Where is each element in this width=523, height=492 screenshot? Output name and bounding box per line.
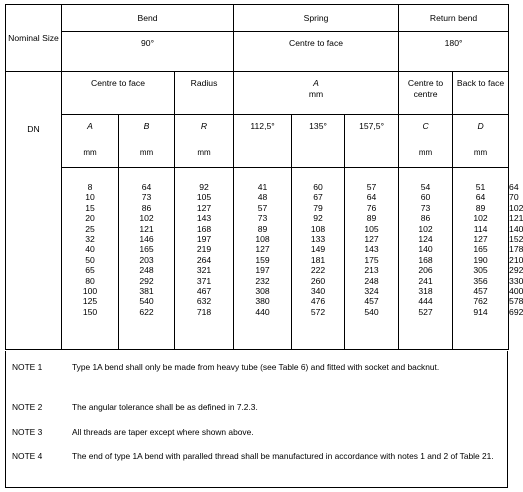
b-cell-2: 127 [196, 202, 212, 213]
note-2-text: The angular tolerance shall be as defined in 7.2.3. [72, 402, 258, 412]
s135-cell-5: 127 [364, 233, 379, 244]
col-b-unit: mm [139, 147, 154, 157]
spring-a-unit: mm [308, 88, 324, 99]
c-cell-2: 89 [475, 202, 486, 213]
col-r-header [175, 115, 234, 168]
b-cell-3: 143 [196, 213, 212, 224]
s135-cell-6: 143 [364, 244, 379, 255]
s135-cell-3: 89 [366, 213, 377, 224]
dn-cell-1: 10 [85, 192, 95, 203]
r-cell-9: 232 [255, 275, 270, 286]
r-cell-4: 89 [257, 223, 268, 234]
dn-header: DN [27, 124, 40, 134]
s1575-cell-1: 60 [420, 192, 431, 203]
r-cell-7: 159 [255, 254, 270, 265]
s1575-cell-2: 73 [420, 202, 431, 213]
r-cell-12: 440 [255, 306, 270, 317]
dn-cell-12: 150 [82, 306, 98, 317]
c-cell-12: 914 [473, 306, 488, 317]
col-r-unit: mm [197, 147, 211, 157]
b-cell-4: 168 [196, 223, 212, 234]
dn-cell-9: 80 [85, 275, 95, 286]
a-cell-1: 73 [141, 192, 152, 203]
r-cell-6: 127 [255, 244, 270, 255]
r-cell-0: 41 [257, 182, 268, 192]
b-cell-0: 92 [199, 182, 209, 192]
angle-135-header: 135° [292, 115, 345, 168]
c-cell-1: 64 [475, 192, 486, 203]
s1575-cell-6: 140 [418, 244, 433, 255]
s1125-cell-1: 67 [313, 192, 323, 203]
a-cell-12: 622 [139, 306, 154, 317]
dn-cell-3: 20 [85, 213, 95, 224]
a-column [119, 168, 175, 350]
dn-cell-2: 15 [85, 202, 95, 213]
return-angle-header: 180° [399, 32, 509, 72]
s1125-cell-7: 181 [310, 254, 326, 265]
note-3-label: NOTE 3 [12, 427, 43, 437]
s1125-cell-2: 79 [313, 202, 323, 213]
s135-cell-2: 76 [366, 202, 377, 213]
s135-cell-4: 105 [364, 223, 379, 234]
s135-cell-7: 175 [364, 254, 379, 265]
dn-cell-4: 25 [85, 223, 95, 234]
dn-cell-6: 40 [85, 244, 95, 255]
col-b-symbol: B [143, 121, 150, 131]
note-3-text: All threads are taper except where shown above. [72, 427, 254, 437]
angle-1125-header: 112,5° [234, 115, 292, 168]
notes-box [5, 351, 508, 488]
c-cell-11: 762 [473, 296, 488, 307]
note-4 [12, 451, 499, 462]
s1575-cell-7: 168 [418, 254, 433, 265]
note-4-text: The end of type 1A bend with paralled thread shall be manufactured in accordance with notes 1 and 2 of Table 21. [72, 451, 494, 461]
s135-cell-12: 540 [364, 306, 379, 317]
b-cell-1: 105 [196, 192, 212, 203]
spring-measure-header: Centre to face [234, 32, 399, 72]
spring-header: Spring [234, 5, 399, 32]
a-cell-4: 121 [139, 223, 154, 234]
a-cell-8: 248 [139, 265, 154, 276]
s1575-cell-11: 444 [418, 296, 433, 307]
spring-a-header [234, 72, 399, 115]
s135-cell-9: 248 [364, 275, 379, 286]
col-d-symbol: D [477, 121, 484, 131]
dn-cell-10: 100 [82, 285, 98, 296]
r-cell-2: 57 [257, 202, 268, 213]
col-a-unit: mm [83, 147, 97, 157]
note-1 [12, 362, 499, 373]
c-cell-7: 190 [473, 254, 488, 265]
c-cell-8: 305 [473, 265, 488, 276]
b-cell-8: 321 [196, 265, 212, 276]
radius-header: Radius [175, 72, 234, 115]
s1125-cell-8: 222 [310, 265, 326, 276]
col-b-header [119, 115, 175, 168]
s135-cell-1: 64 [366, 192, 377, 203]
a-cell-7: 203 [139, 254, 154, 265]
s1575-cell-8: 206 [418, 265, 433, 276]
angle-1575-header: 157,5° [345, 115, 399, 168]
a-cell-10: 381 [139, 285, 154, 296]
spring-135-column [345, 168, 399, 350]
b-column [175, 168, 234, 350]
bend-angle-header: 90° [62, 32, 234, 72]
col-a-symbol: A [87, 121, 93, 131]
col-r-symbol: R [200, 121, 208, 131]
r-cell-8: 197 [255, 265, 270, 276]
s135-cell-8: 213 [364, 265, 379, 276]
r-cell-1: 48 [257, 192, 268, 203]
b-cell-5: 197 [196, 233, 212, 244]
c-cell-0: 51 [475, 182, 486, 192]
s1575-cell-0: 54 [420, 182, 431, 192]
centre-to-centre-header: Centre to centre [399, 72, 453, 115]
s1125-cell-12: 572 [310, 306, 326, 317]
r-cell-5: 108 [255, 233, 270, 244]
b-cell-7: 264 [196, 254, 212, 265]
spring-1125-column [292, 168, 345, 350]
back-to-face-header: Back to face [453, 72, 509, 115]
dn-column [62, 168, 119, 350]
a-cell-3: 102 [139, 213, 154, 224]
s1575-cell-10: 318 [418, 285, 433, 296]
note-4-label: NOTE 4 [12, 451, 43, 461]
s1125-cell-6: 149 [310, 244, 326, 255]
s135-cell-11: 457 [364, 296, 379, 307]
s1125-cell-11: 476 [310, 296, 326, 307]
bend-centre-to-face-header: Centre to face [62, 72, 175, 115]
col-c-header [399, 115, 453, 168]
return-bend-header: Return bend [399, 5, 509, 32]
c-cell-6: 165 [473, 244, 488, 255]
r-cell-3: 73 [257, 213, 268, 224]
note-1-text: Type 1A bend shall only be made from heavy tube (see Table 6) and fitted with socket and backnut. [72, 362, 440, 372]
s1575-cell-3: 86 [420, 213, 431, 224]
s1125-cell-5: 133 [310, 233, 326, 244]
nominal-size-header: Nominal Size [6, 5, 62, 72]
s1575-cell-4: 102 [418, 223, 433, 234]
b-cell-10: 467 [196, 285, 212, 296]
a-cell-5: 146 [139, 233, 154, 244]
b-cell-6: 219 [196, 244, 212, 255]
r-cell-10: 308 [255, 285, 270, 296]
c-cell-5: 127 [473, 233, 488, 244]
b-cell-9: 371 [196, 275, 212, 286]
r-cell-11: 380 [255, 296, 270, 307]
s1125-cell-9: 260 [310, 275, 326, 286]
s1575-cell-9: 241 [418, 275, 433, 286]
dimensions-table: Nominal Size Bend Spring Return bend 90° Centre to face 180° DN Centre to face Radius A mm Centre to centre Back to face A mm B mm R mm 112,5° 135° 157,5° C mm D mm 8 10 15 20 25 32 40 50 65 80 100 125 150 64 73 86 102 121 146 165 203 248 292 381 540 622 92 105 127 143 168 197 219 264 321 371 467 632 718 41 48 57 73 89 108 127 159 197 232 308 380 440 60 67 79 92 108 133 149 181 222 260 340 476 572 57 64 76 89 105 127 143 175 213 248 324 457 540 54 60 73 86 102 124 140 168 206 241 318 444 527 51 64 89 102 114 127 165 190 305 356 457 762 914 64 70 102 121 140 152 178 210 292 330 400 578 692 [5, 4, 509, 350]
dn-cell-0: 8 [87, 182, 93, 192]
col-d-unit: mm [473, 147, 488, 157]
col-c-unit: mm [418, 147, 433, 157]
s135-cell-0: 57 [366, 182, 377, 192]
dn-cell-11: 125 [82, 296, 98, 307]
s1575-cell-12: 527 [418, 306, 433, 317]
spring-1575-column [399, 168, 453, 350]
s1125-cell-3: 92 [313, 213, 323, 224]
nominal-size-blank [6, 72, 62, 350]
c-cell-3: 102 [473, 213, 488, 224]
a-cell-2: 86 [141, 202, 152, 213]
s135-cell-10: 324 [364, 285, 379, 296]
c-cell-9: 356 [473, 275, 488, 286]
c-cell-4: 114 [473, 223, 488, 234]
a-cell-11: 540 [139, 296, 154, 307]
dn-cell-7: 50 [85, 254, 95, 265]
note-2 [12, 402, 499, 413]
spring-a-symbol: A [313, 78, 319, 88]
a-cell-9: 292 [139, 275, 154, 286]
r-column [234, 168, 292, 350]
a-cell-0: 64 [141, 182, 152, 192]
c-column [453, 168, 509, 350]
col-d-header [453, 115, 509, 168]
s1125-cell-10: 340 [310, 285, 326, 296]
s1575-cell-5: 124 [418, 233, 433, 244]
c-cell-10: 457 [473, 285, 488, 296]
col-a-header [62, 115, 119, 168]
s1125-cell-4: 108 [310, 223, 326, 234]
s1125-cell-0: 60 [313, 182, 323, 192]
b-cell-12: 718 [196, 306, 212, 317]
note-3 [12, 427, 499, 438]
dn-cell-8: 65 [85, 265, 95, 276]
a-cell-6: 165 [139, 244, 154, 255]
dn-cell-5: 32 [85, 233, 95, 244]
col-c-symbol: C [422, 121, 429, 131]
note-2-label: NOTE 2 [12, 402, 43, 412]
note-1-label: NOTE 1 [12, 362, 43, 372]
b-cell-11: 632 [196, 296, 212, 307]
bend-header: Bend [62, 5, 234, 32]
